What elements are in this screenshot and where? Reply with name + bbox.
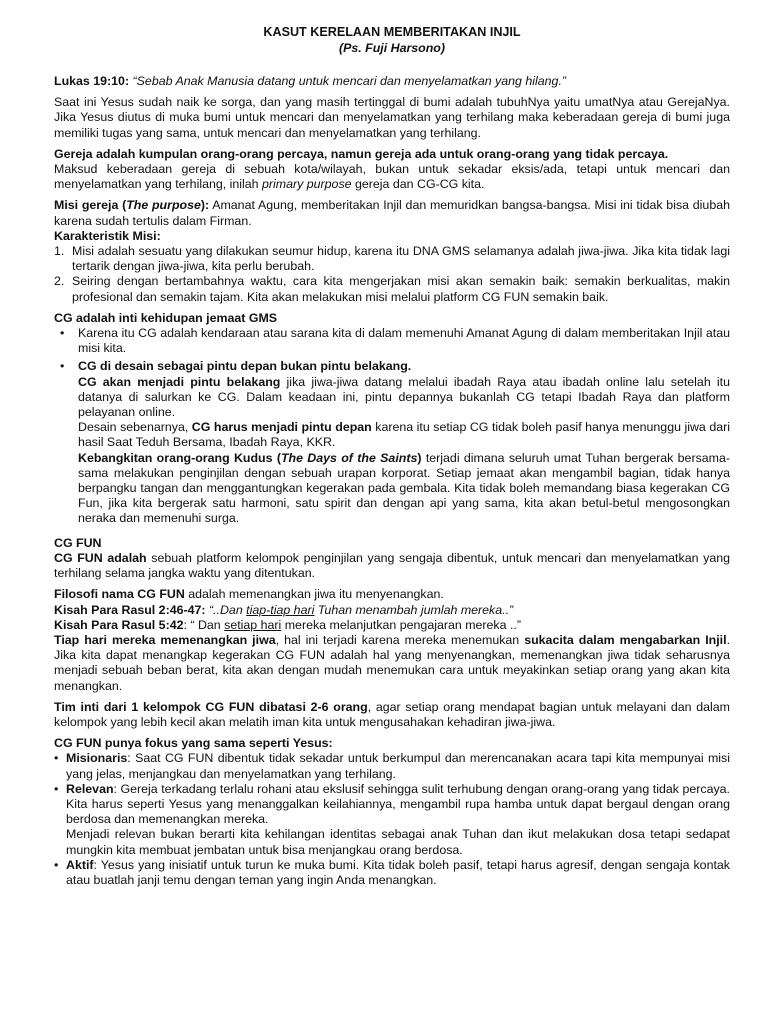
karakteristik-list xyxy=(54,244,730,305)
cg-front-door-paragraph: Desain sebenarnya, CG harus menjadi pintu depan karena itu setiap CG tidak boleh pasif hanya menunggu jiwa dari hasil Saat Teduh Bersama, Ibadah Raya, KKR. xyxy=(78,420,731,450)
kisah-5-42: Kisah Para Rasul 5:42: “ Dan setiap hari mereka melanjutkan pengajaran mereka ..” xyxy=(54,617,521,632)
intro-ref: Lukas 19:10: xyxy=(54,74,130,88)
list-item: 1. Misi adalah sesuatu yang dilakukan seumur hidup, karena itu DNA GMS selamanya adalah jiwa-jiwa. Jika kita tidak lagi tertarik dengan jiwa-jiwa, kita perlu berubah. xyxy=(54,244,730,274)
focus-list xyxy=(54,751,730,888)
tiap-hari-paragraph: Tiap hari mereka memenangkan jiwa, hal ini terjadi karena mereka menemukan sukacita dalam mengabarkan Injil. Jika kita dapat menangkap kegerakan CG FUN adalah hal yang menyenangkan, memenangkan jiwa tidak seharusnya menjadi sebuah beban berat, kita akan dengan mudah menemukan cara untuk meyakinkan setiap orang yang akan kita menangkan. xyxy=(54,632,731,693)
cg-heading: CG adalah inti kehidupan jemaat GMS xyxy=(54,310,278,325)
cg-back-door-paragraph: CG akan menjadi pintu belakang jika jiwa-jiwa datang melalui ibadah Raya atau ibadah online lalu setelah itu datanya di salurkan ke CG. Dalam keadaan ini, pintu depannya bukanlah CG tetapi Ibadah Raya dan platform pelayanan online. xyxy=(78,374,730,420)
cgfun-philosophy: Filosofi nama CG FUN adalah memenangkan jiwa itu menyenangkan. xyxy=(54,587,444,602)
intro-paragraph: Saat ini Yesus sudah naik ke sorga, dan yang masih tertinggal di bumi adalah tubuhNya yaitu umatNya atau GerejaNya. Jika Yesus diutus di muka bumi untuk mencari dan menyelamatkan yang terhilang maka keberadaan gereja di bumi juga memiliki tugas yang sama, untuk mencari dan menyelamatkan yang terhilang. xyxy=(54,95,730,140)
list-item: • Misionaris: Saat CG FUN dibentuk tidak sekadar untuk berkumpul dan merencanakan acara tapi kita mempunyai misi yang jelas, menjangkau dan menyelamatkan yang terhilang. xyxy=(54,751,730,781)
list-item: • Karena itu CG adalah kendaraan atau sarana kita di dalam memenuhi Amanat Agung di dalam memberitakan Injil atau misi kita. xyxy=(60,326,730,356)
bullet-icon: • xyxy=(60,359,65,374)
intro-quote: “Sebab Anak Manusia datang untuk mencari dan menyelamatkan yang hilang.” xyxy=(132,74,567,88)
intro-verse xyxy=(54,74,730,89)
bullet-icon: • xyxy=(54,781,59,796)
cgfun-heading: CG FUN xyxy=(54,535,102,550)
gereja-heading: Gereja adalah kumpulan orang-orang percaya, namun gereja ada untuk orang-orang yang tidak percaya. xyxy=(54,146,669,161)
list-item: • Relevan: Gereja terkadang terlalu rohani atau ekslusif sehingga sulit terhubung dengan orang-orang yang tidak percaya. Kita harus seperti Yesus yang menanggalkan keilahiannya, mengambil rupa hamba untuk dapat bergaul dengan orang berdosa dan memenangkan mereka. Menjadi relevan bukan berarti kita kehilangan identitas sebagai anak Tuhan dan ikut melakukan dosa tetapi sedapat mungkin kita membuat jembatan untuk bisa menjangkau orang berdosa. xyxy=(54,781,730,857)
misi-paragraph: Misi gereja (The purpose): Amanat Agung, memberitakan Injil dan memuridkan bangsa-bangsa. Misi ini tidak bisa diubah karena sudah tertulis dalam Firman. xyxy=(54,198,730,228)
focus-heading: CG FUN punya fokus yang sama seperti Yesus: xyxy=(54,736,333,751)
author-line: (Ps. Fuji Harsono) xyxy=(338,41,446,55)
bullet-icon: • xyxy=(54,857,59,872)
list-item: 2. Seiring dengan bertambahnya waktu, cara kita mengerjakan misi akan semakin baik: semakin berkualitas, makin profesional dan semakin tajam. Kita akan melakukan misi melalui platform CG FUN semakin baik. xyxy=(54,274,730,304)
kisah-2-46: Kisah Para Rasul 2:46-47: “..Dan tiap-tiap hari Tuhan menambah jumlah mereka..” xyxy=(54,602,514,617)
misi-label: Misi gereja (The purpose): xyxy=(54,198,210,213)
karakteristik-heading: Karakteristik Misi: xyxy=(54,228,161,243)
tim-inti-paragraph: Tim inti dari 1 kelompok CG FUN dibatasi 2-6 orang, agar setiap orang mendapat bagian untuk melayani dan dalam kelompok yang lebih kecil akan melatih iman kita untuk mengusahakan kehadiran jiwa-jiwa. xyxy=(54,699,730,729)
cg-bullet-list xyxy=(54,326,730,527)
list-item: • CG di desain sebagai pintu depan bukan pintu belakang. CG akan menjadi pintu belakang jika jiwa-jiwa datang melalui ibadah Raya atau ibadah online lalu setelah itu datanya di salurkan ke CG. Dalam keadaan ini, pintu depannya bukanlah CG tetapi Ibadah Raya dan platform pelayanan online. Desain sebenarnya, CG harus menjadi pintu depan karena itu setiap CG tidak boleh pasif hanya menunggu jiwa dari hasil Saat Teduh Bersama, Ibadah Raya, KKR. Kebangkitan orang-orang Kudus (The Days of the Saints) terjadi dimana seluruh umat Tuhan bergerak bersama-sama melakukan penginjilan dengan sebuah urapan korporat. Setiap jemaat akan mengambil bagian, tidak hanya berpangku tangan dan menggantungkan kegerakan pada gembala. Kita tidak boleh memandang biasa kegerakan CG Fun, jika kita bergerak satu harmoni, satu spirit dan dengan api yang sama, kita akan betul-betul mengosongkan neraka dan memenuhi surga. xyxy=(60,359,731,526)
gereja-paragraph: Maksud keberadaan gereja di sebuah kota/wilayah, bukan untuk sekadar eksis/ada, tetapi untuk mencari dan menyelamatkan yang terhilang, inilah primary purpose gereja dan CG-CG kita. xyxy=(54,162,730,192)
cg-saints-paragraph: Kebangkitan orang-orang Kudus (The Days of the Saints) terjadi dimana seluruh umat Tuhan bergerak bersama-sama melakukan penginjilan dengan sebuah urapan korporat. Setiap jemaat akan mengambil bagian, tidak hanya berpangku tangan dan menggantungkan kegerakan pada gembala. Kita tidak boleh memandang biasa kegerakan CG Fun, jika kita bergerak satu harmoni, satu spirit dan dengan api yang sama, kita akan betul-betul mengosongkan neraka dan memenuhi surga. xyxy=(78,450,730,526)
bullet-icon: • xyxy=(54,751,59,766)
cgfun-definition: CG FUN adalah sebuah platform kelompok penginjilan yang sengaja dibentuk, untuk mencari dan menyelamatkan yang terhilang selama jangka waktu yang ditentukan. xyxy=(54,550,730,581)
bullet-icon: • xyxy=(60,326,65,341)
list-item: • Aktif: Yesus yang inisiatif untuk turun ke muka bumi. Kita tidak boleh pasif, tetapi harus agresif, dengan sengaja kontak atau buatlah janji temu dengan teman yang ingin Anda menangkan. xyxy=(54,857,730,887)
page-title: KASUT KERELAAN MEMBERITAKAN INJIL xyxy=(263,25,521,39)
